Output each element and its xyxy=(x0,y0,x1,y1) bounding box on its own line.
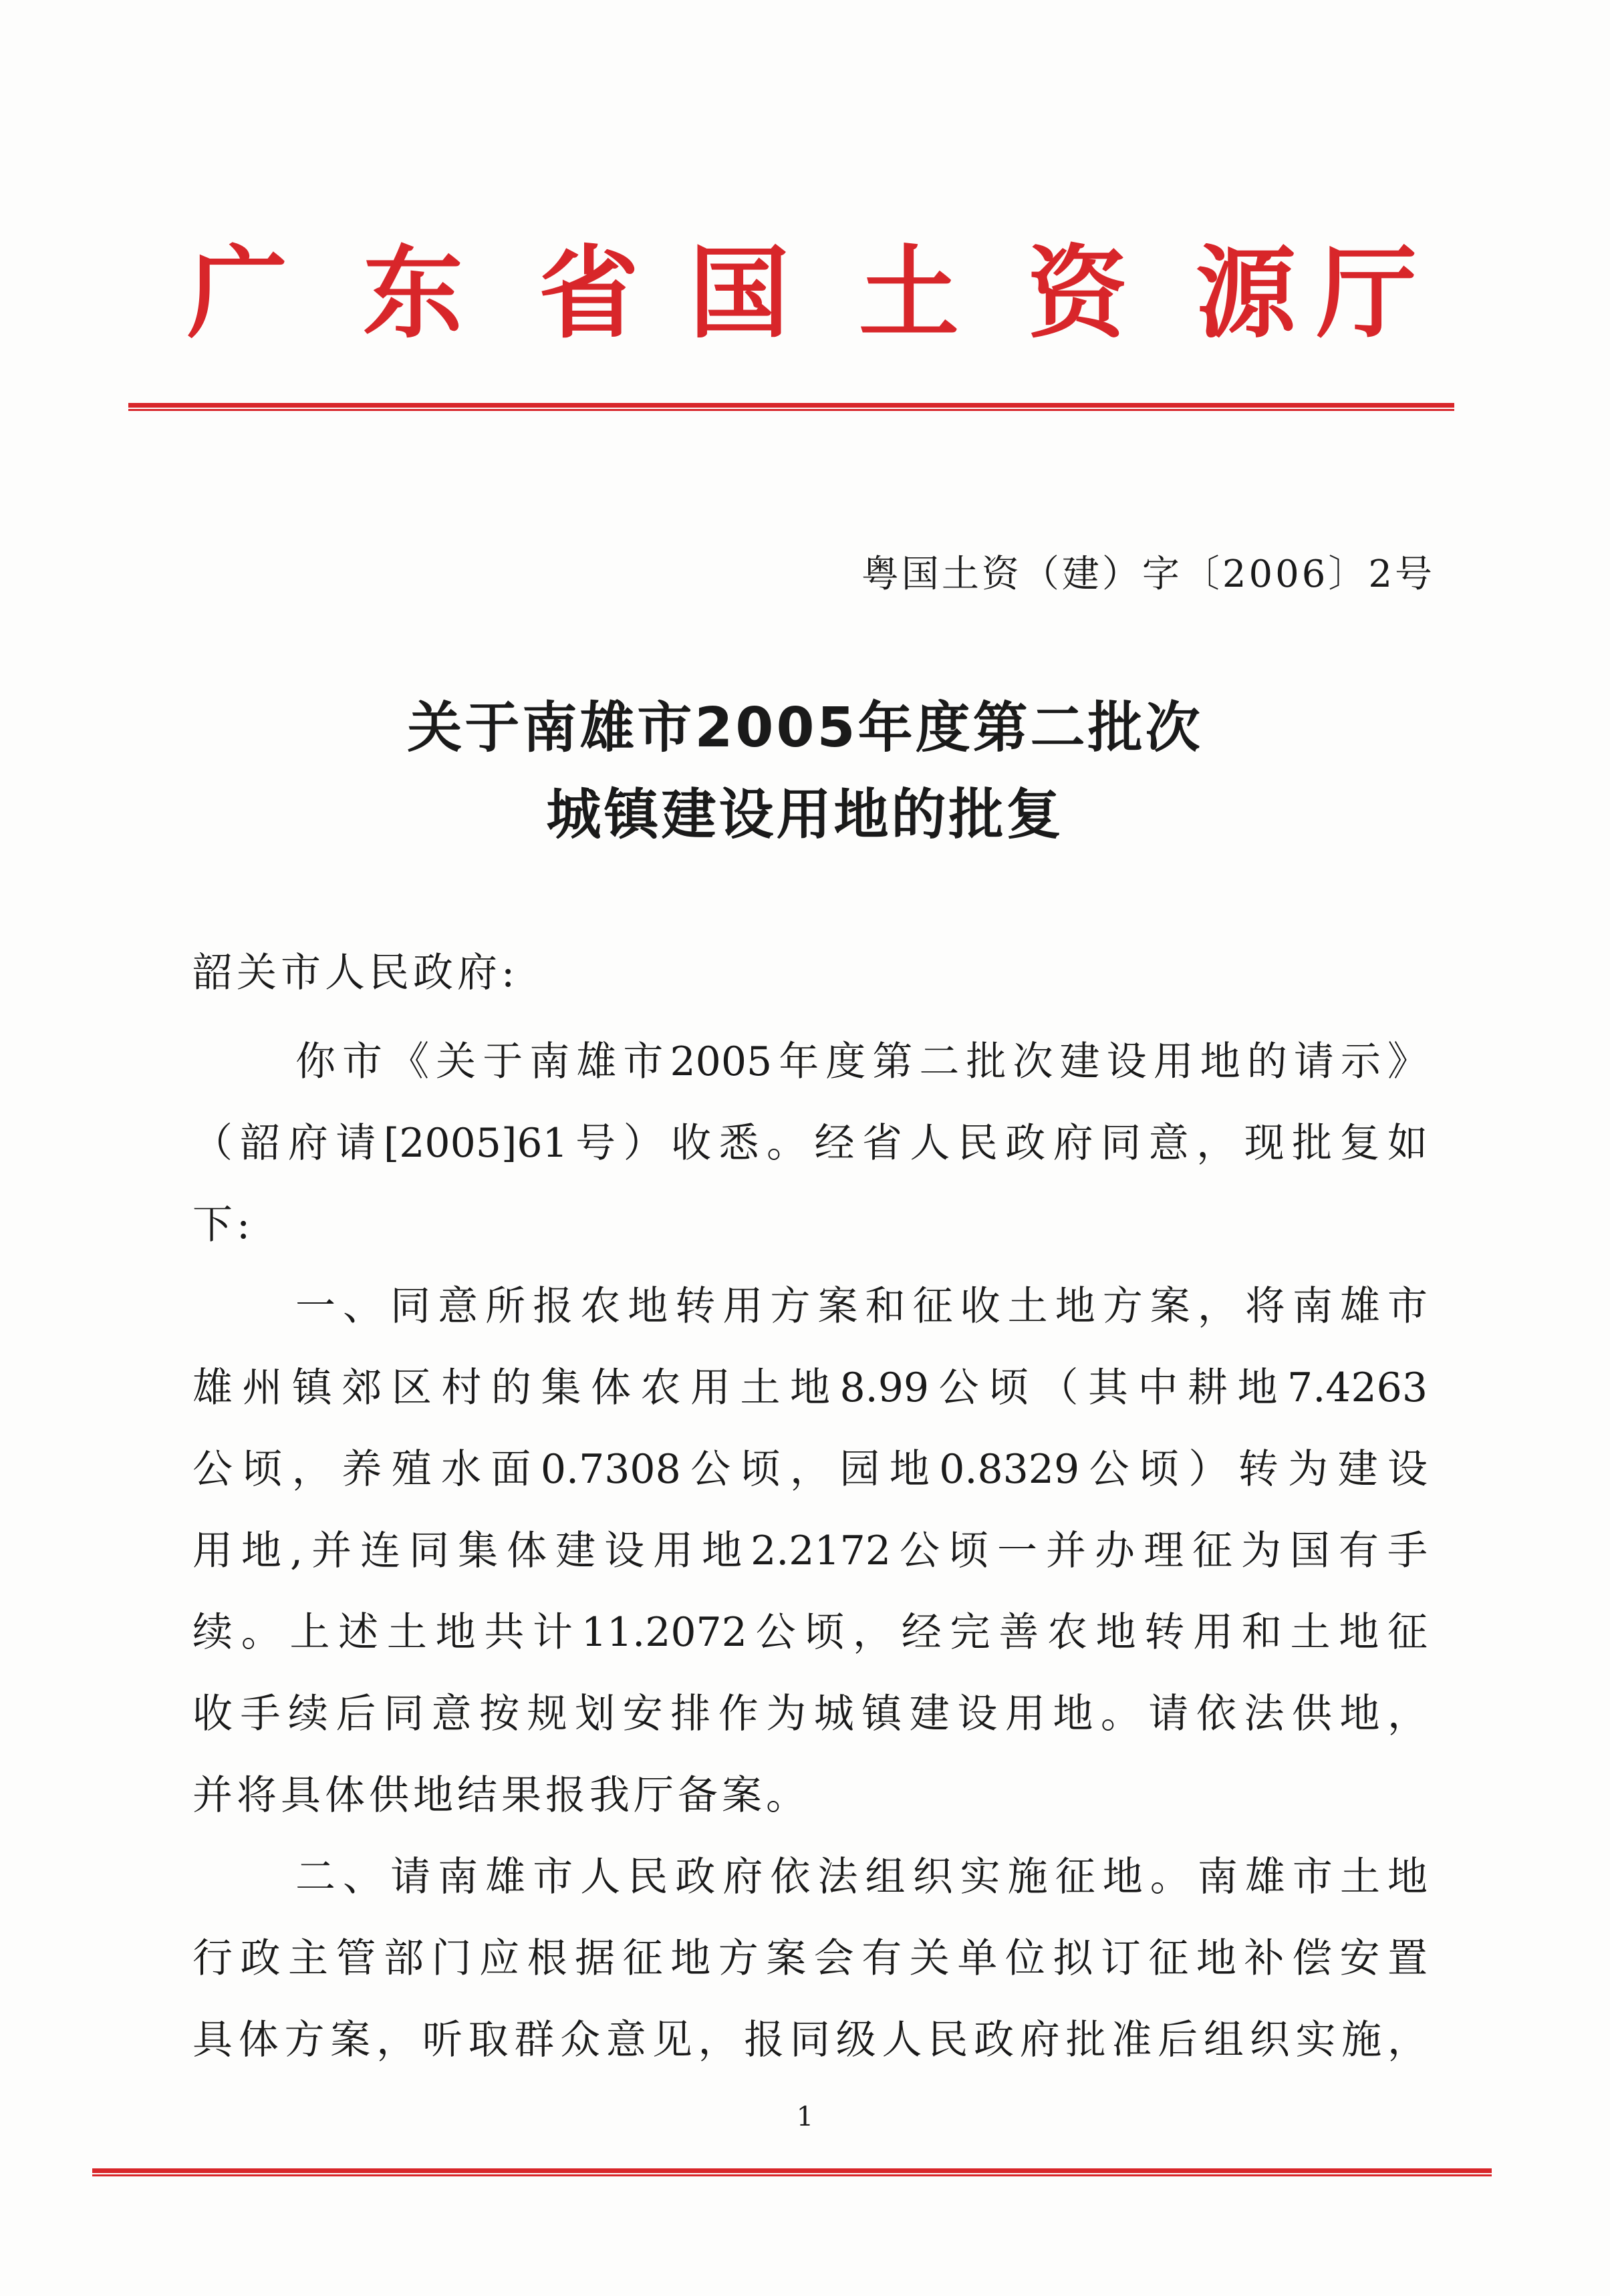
agency-name-char: 国 xyxy=(689,236,790,352)
agency-name-header xyxy=(0,231,1610,357)
body-line: 公顷，养殖水面0.7308公顷，园地0.8329公顷）转为建设 xyxy=(192,1446,1428,1493)
body-line: 一、同意所报农地转用方案和征收土地方案，将南雄市 xyxy=(295,1283,1428,1330)
body-line: 下: xyxy=(192,1201,255,1248)
header-red-rule xyxy=(128,403,1454,411)
document-title-line-1: 关于南雄市2005年度第二批次 xyxy=(407,696,1203,760)
agency-name-char: 厅 xyxy=(1317,236,1418,352)
document-title-line-2: 城镇建设用地的批复 xyxy=(546,783,1064,847)
body-line: 并将具体供地结果报我厅备案。 xyxy=(192,1772,810,1819)
agency-name-char: 省 xyxy=(539,236,640,352)
document-number: 粤国土资（建）字〔2006〕2号 xyxy=(861,553,1435,596)
body-line: 收手续后同意按规划安排作为城镇建设用地。请依法供地， xyxy=(192,1691,1428,1737)
agency-name-char: 东 xyxy=(363,236,464,352)
footer-red-rule xyxy=(92,2168,1492,2176)
salutation: 韶关市人民政府: xyxy=(192,950,519,996)
body-line: 行政主管部门应根据征地方案会有关单位拟订征地补偿安置 xyxy=(192,1935,1428,1982)
agency-name-char: 广 xyxy=(187,236,288,352)
body-line: 续。上述土地共计11.2072公顷，经完善农地转用和土地征 xyxy=(192,1609,1428,1656)
body-line: 二、请南雄市人民政府依法组织实施征地。南雄市土地 xyxy=(295,1854,1428,1900)
body-line: （韶府请[2005]61号）收悉。经省人民政府同意，现批复如 xyxy=(192,1120,1428,1167)
page-number: 1 xyxy=(796,2102,814,2132)
body-line: 雄州镇郊区村的集体农用土地8.99公顷（其中耕地7.4263 xyxy=(192,1365,1428,1411)
body-line: 具体方案，听取群众意见，报同级人民政府批准后组织实施， xyxy=(192,2017,1428,2063)
agency-name-char: 源 xyxy=(1196,236,1297,352)
agency-name-char: 土 xyxy=(859,236,960,352)
body-line: 你市《关于南雄市2005年度第二批次建设用地的请示》 xyxy=(295,1038,1428,1085)
agency-name-char: 资 xyxy=(1027,236,1128,352)
body-line: 用地,并连同集体建设用地2.2172公顷一并办理征为国有手 xyxy=(192,1528,1428,1574)
